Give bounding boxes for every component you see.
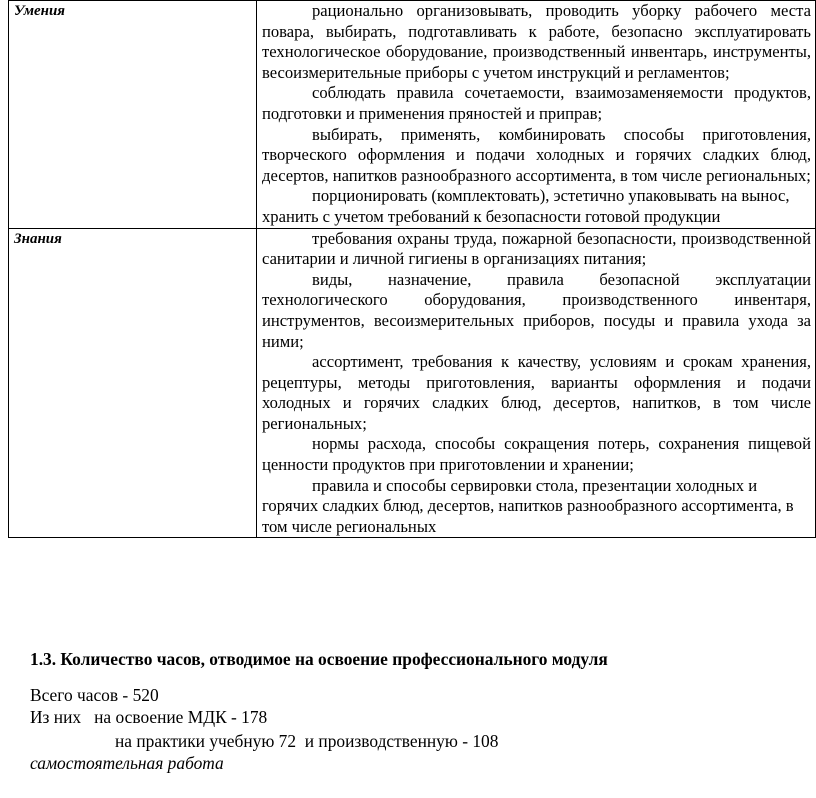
skills-paragraph-1: рационально организовывать, проводить уборку рабочего места повара, выбирать, подготавливать к работе, безопасно эксплуатировать технологическое оборудование, производственный инвентарь, инструменты, весоизмерительные приборы с учетом инструкций и регламентов; xyxy=(262,1,811,82)
skills-paragraph-3: выбирать, применять, комбинировать способы приготовления, творческого оформления и подачи холодных и горячих сладких блюд, десертов, напитков разнообразного ассортимента, в том числе региональных; xyxy=(262,124,811,185)
total-hours: Всего часов - 520 xyxy=(30,685,159,705)
knowledge-paragraph-4: нормы расхода, способы сокращения потерь, сохранения пищевой ценности продуктов при приготовлении и хранении; xyxy=(262,434,811,475)
mdk-hours: Из них на освоение МДК - 178 xyxy=(30,707,268,727)
skills-paragraph-2: соблюдать правила сочетаемости, взаимозаменяемости продуктов, подготовки и применения пряностей и приправ; xyxy=(262,83,811,123)
self-study-label: самостоятельная работа xyxy=(30,753,224,773)
row-label-knowledge: Знания xyxy=(9,228,257,538)
knowledge-content xyxy=(257,228,816,538)
practice-hours: на практики учебную 72 и производственную - 108 xyxy=(115,731,499,751)
competency-table xyxy=(8,0,816,538)
knowledge-paragraph-2: виды, назначение, правила безопасной эксплуатации технологического оборудования, производственного инвентаря, инструментов, весоизмерительных приборов, посуды и правила ухода за ними; xyxy=(262,269,811,351)
row-label-skills: Умения xyxy=(9,1,257,229)
skills-content xyxy=(257,1,816,229)
knowledge-paragraph-1: требования охраны труда, пожарной безопасности, производственной санитарии и личной гигиены в организациях питания; xyxy=(262,228,811,269)
skills-paragraph-4: порционировать (комплектовать), эстетично упаковывать на вынос, хранить с учетом требований к безопасности готовой продукции xyxy=(262,186,790,226)
knowledge-paragraph-3: ассортимент, требования к качеству, условиям и срокам хранения, рецептуры, методы приготовления, варианты оформления и подачи холодных и горячих сладких блюд, десертов, напитков, в том числе региональных; xyxy=(262,352,811,433)
knowledge-paragraph-5: правила и способы сервировки стола, презентации холодных и горячих сладких блюд, десертов, напитков разнообразного ассортимента, в том числе региональных xyxy=(262,475,794,536)
table-row-knowledge xyxy=(9,228,816,538)
table-row-skills xyxy=(9,1,816,229)
section-heading: 1.3. Количество часов, отводимое на освоение профессионального модуля xyxy=(30,649,608,669)
